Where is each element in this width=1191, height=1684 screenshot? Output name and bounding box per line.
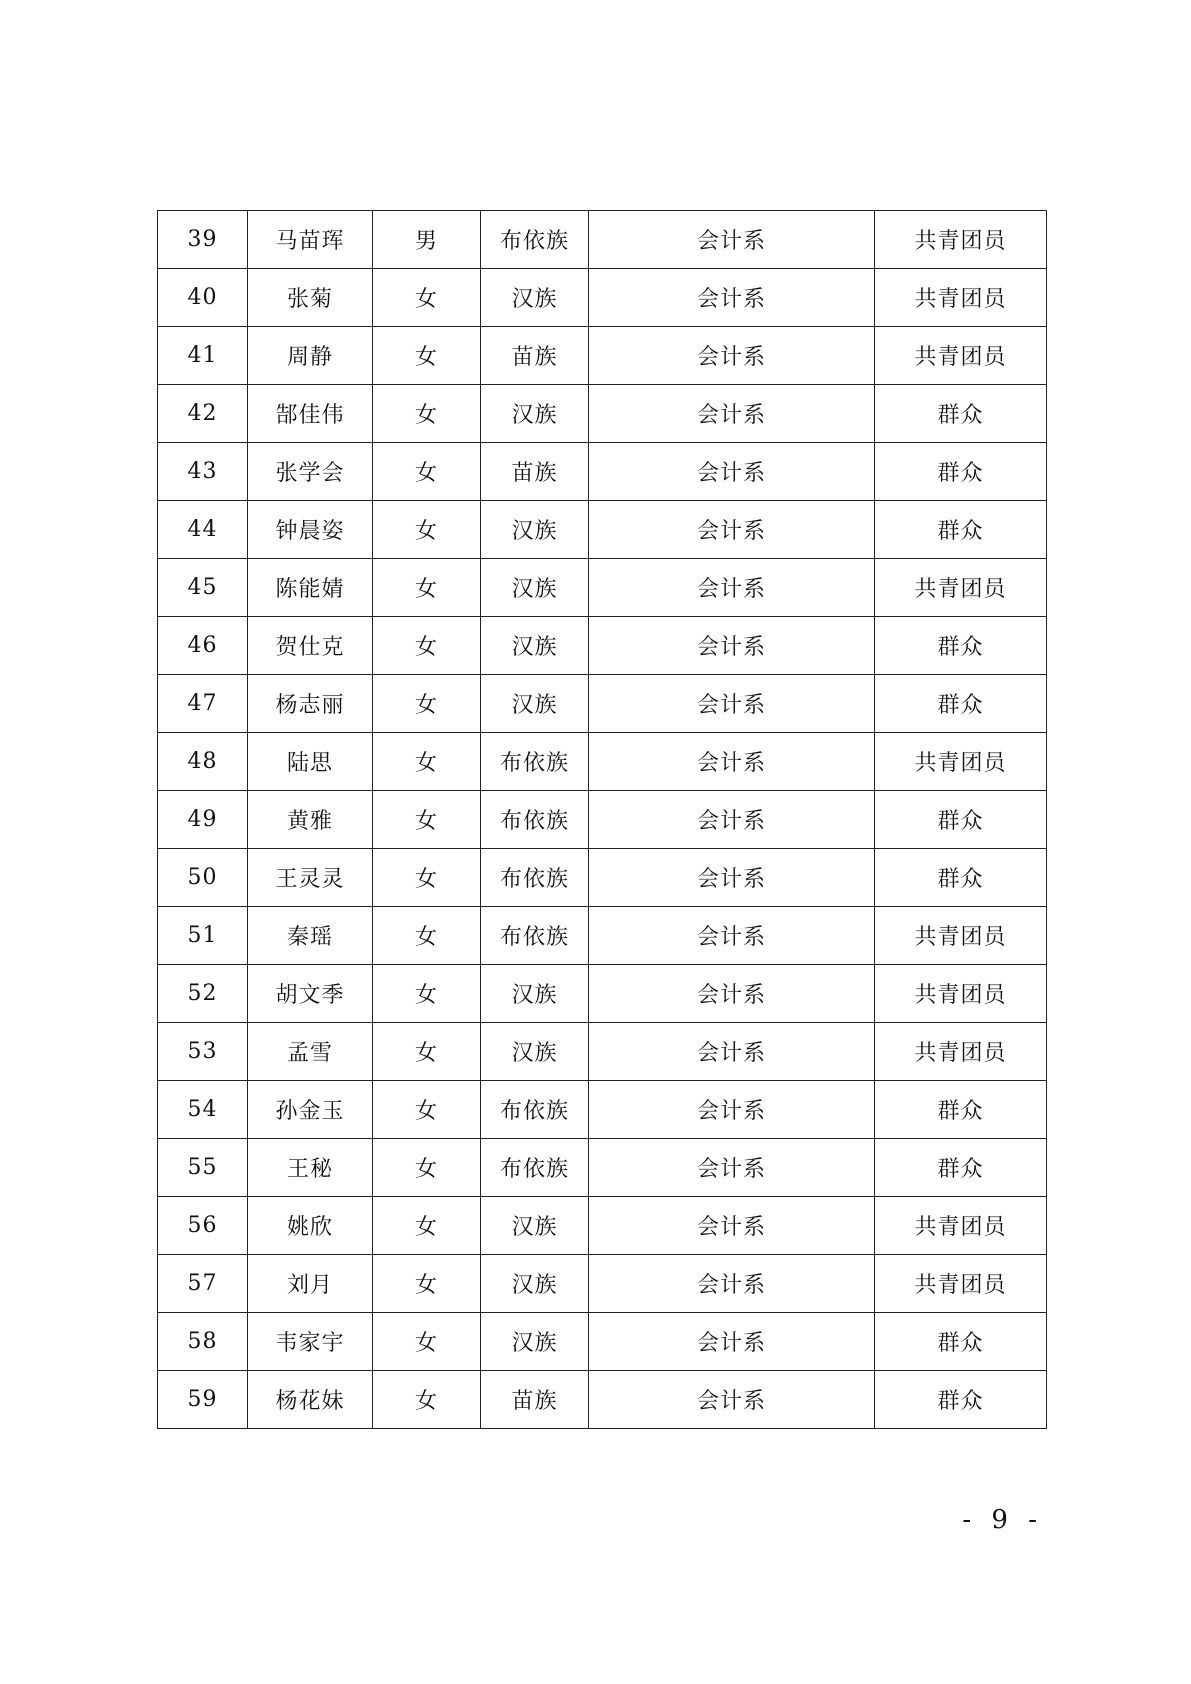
cell-gender: 女	[373, 1139, 481, 1197]
table-row	[158, 1255, 1047, 1313]
cell-number: 45	[158, 559, 248, 617]
cell-department: 会计系	[589, 269, 875, 327]
table-row	[158, 791, 1047, 849]
cell-department: 会计系	[589, 849, 875, 907]
table-row	[158, 675, 1047, 733]
table-row	[158, 1197, 1047, 1255]
table-row	[158, 501, 1047, 559]
cell-name: 陆思	[248, 733, 373, 791]
cell-gender: 女	[373, 443, 481, 501]
cell-gender: 女	[373, 269, 481, 327]
table-row	[158, 1313, 1047, 1371]
cell-name: 周静	[248, 327, 373, 385]
table-row	[158, 269, 1047, 327]
cell-political-status: 共青团员	[875, 269, 1047, 327]
student-roster-table	[157, 210, 1047, 1429]
cell-department: 会计系	[589, 211, 875, 269]
cell-number: 46	[158, 617, 248, 675]
cell-political-status: 共青团员	[875, 327, 1047, 385]
table-row	[158, 559, 1047, 617]
cell-name: 杨花妹	[248, 1371, 373, 1429]
cell-political-status: 共青团员	[875, 1197, 1047, 1255]
cell-number: 51	[158, 907, 248, 965]
table-row	[158, 1139, 1047, 1197]
cell-name: 胡文季	[248, 965, 373, 1023]
cell-number: 41	[158, 327, 248, 385]
cell-gender: 女	[373, 1197, 481, 1255]
cell-number: 43	[158, 443, 248, 501]
cell-department: 会计系	[589, 1139, 875, 1197]
cell-ethnicity: 布依族	[481, 907, 589, 965]
cell-name: 刘月	[248, 1255, 373, 1313]
cell-department: 会计系	[589, 675, 875, 733]
cell-number: 53	[158, 1023, 248, 1081]
cell-gender: 女	[373, 791, 481, 849]
cell-name: 孟雪	[248, 1023, 373, 1081]
cell-political-status: 共青团员	[875, 907, 1047, 965]
cell-name: 秦瑶	[248, 907, 373, 965]
page-number: - 9 -	[962, 1505, 1043, 1535]
cell-number: 52	[158, 965, 248, 1023]
cell-name: 贺仕克	[248, 617, 373, 675]
cell-department: 会计系	[589, 443, 875, 501]
cell-ethnicity: 汉族	[481, 1023, 589, 1081]
cell-ethnicity: 苗族	[481, 327, 589, 385]
cell-number: 44	[158, 501, 248, 559]
cell-political-status: 群众	[875, 501, 1047, 559]
cell-name: 姚欣	[248, 1197, 373, 1255]
cell-gender: 女	[373, 675, 481, 733]
cell-department: 会计系	[589, 1023, 875, 1081]
cell-political-status: 群众	[875, 675, 1047, 733]
cell-department: 会计系	[589, 1081, 875, 1139]
cell-number: 48	[158, 733, 248, 791]
cell-name: 钟晨姿	[248, 501, 373, 559]
table-row	[158, 211, 1047, 269]
cell-gender: 女	[373, 733, 481, 791]
cell-department: 会计系	[589, 327, 875, 385]
cell-number: 39	[158, 211, 248, 269]
cell-gender: 女	[373, 907, 481, 965]
table-row	[158, 617, 1047, 675]
cell-ethnicity: 汉族	[481, 559, 589, 617]
table-row	[158, 1023, 1047, 1081]
cell-number: 56	[158, 1197, 248, 1255]
cell-number: 54	[158, 1081, 248, 1139]
roster-body	[158, 211, 1047, 1429]
cell-department: 会计系	[589, 617, 875, 675]
cell-department: 会计系	[589, 733, 875, 791]
cell-ethnicity: 汉族	[481, 1197, 589, 1255]
cell-gender: 女	[373, 385, 481, 443]
table-row	[158, 849, 1047, 907]
cell-political-status: 共青团员	[875, 1255, 1047, 1313]
cell-political-status: 群众	[875, 1139, 1047, 1197]
cell-ethnicity: 苗族	[481, 443, 589, 501]
cell-gender: 女	[373, 501, 481, 559]
cell-department: 会计系	[589, 1313, 875, 1371]
cell-ethnicity: 汉族	[481, 1255, 589, 1313]
cell-ethnicity: 汉族	[481, 385, 589, 443]
cell-gender: 男	[373, 211, 481, 269]
cell-name: 陈能婧	[248, 559, 373, 617]
cell-ethnicity: 汉族	[481, 617, 589, 675]
table-row	[158, 907, 1047, 965]
cell-department: 会计系	[589, 791, 875, 849]
cell-gender: 女	[373, 849, 481, 907]
cell-name: 韦家宇	[248, 1313, 373, 1371]
cell-department: 会计系	[589, 1255, 875, 1313]
cell-name: 王秘	[248, 1139, 373, 1197]
cell-ethnicity: 苗族	[481, 1371, 589, 1429]
table-row	[158, 733, 1047, 791]
cell-number: 42	[158, 385, 248, 443]
cell-political-status: 共青团员	[875, 733, 1047, 791]
cell-ethnicity: 布依族	[481, 733, 589, 791]
cell-number: 58	[158, 1313, 248, 1371]
cell-name: 郜佳伟	[248, 385, 373, 443]
cell-name: 黄雅	[248, 791, 373, 849]
cell-political-status: 群众	[875, 617, 1047, 675]
table-row	[158, 1371, 1047, 1429]
cell-ethnicity: 汉族	[481, 501, 589, 559]
cell-number: 40	[158, 269, 248, 327]
cell-political-status: 群众	[875, 849, 1047, 907]
table-row	[158, 385, 1047, 443]
table-row	[158, 1081, 1047, 1139]
cell-name: 孙金玉	[248, 1081, 373, 1139]
cell-ethnicity: 布依族	[481, 1081, 589, 1139]
cell-political-status: 群众	[875, 385, 1047, 443]
table-row	[158, 327, 1047, 385]
cell-number: 57	[158, 1255, 248, 1313]
cell-ethnicity: 布依族	[481, 849, 589, 907]
cell-gender: 女	[373, 1081, 481, 1139]
cell-ethnicity: 布依族	[481, 211, 589, 269]
cell-department: 会计系	[589, 385, 875, 443]
cell-political-status: 共青团员	[875, 559, 1047, 617]
cell-ethnicity: 汉族	[481, 965, 589, 1023]
cell-number: 55	[158, 1139, 248, 1197]
cell-political-status: 群众	[875, 443, 1047, 501]
cell-political-status: 共青团员	[875, 211, 1047, 269]
cell-number: 49	[158, 791, 248, 849]
cell-political-status: 群众	[875, 1081, 1047, 1139]
cell-political-status: 群众	[875, 791, 1047, 849]
cell-department: 会计系	[589, 559, 875, 617]
cell-name: 杨志丽	[248, 675, 373, 733]
cell-political-status: 共青团员	[875, 1023, 1047, 1081]
cell-name: 王灵灵	[248, 849, 373, 907]
cell-name: 张学会	[248, 443, 373, 501]
cell-gender: 女	[373, 1371, 481, 1429]
cell-number: 50	[158, 849, 248, 907]
cell-political-status: 群众	[875, 1313, 1047, 1371]
cell-department: 会计系	[589, 907, 875, 965]
cell-ethnicity: 汉族	[481, 1313, 589, 1371]
cell-number: 47	[158, 675, 248, 733]
cell-gender: 女	[373, 559, 481, 617]
cell-department: 会计系	[589, 501, 875, 559]
cell-gender: 女	[373, 327, 481, 385]
cell-gender: 女	[373, 1313, 481, 1371]
cell-political-status: 群众	[875, 1371, 1047, 1429]
cell-name: 张菊	[248, 269, 373, 327]
cell-gender: 女	[373, 617, 481, 675]
cell-department: 会计系	[589, 1371, 875, 1429]
table-row	[158, 965, 1047, 1023]
cell-number: 59	[158, 1371, 248, 1429]
cell-name: 马苗珲	[248, 211, 373, 269]
cell-gender: 女	[373, 965, 481, 1023]
table-row	[158, 443, 1047, 501]
cell-ethnicity: 汉族	[481, 269, 589, 327]
cell-political-status: 共青团员	[875, 965, 1047, 1023]
cell-ethnicity: 汉族	[481, 675, 589, 733]
cell-gender: 女	[373, 1255, 481, 1313]
cell-department: 会计系	[589, 1197, 875, 1255]
cell-ethnicity: 布依族	[481, 1139, 589, 1197]
cell-ethnicity: 布依族	[481, 791, 589, 849]
cell-department: 会计系	[589, 965, 875, 1023]
cell-gender: 女	[373, 1023, 481, 1081]
